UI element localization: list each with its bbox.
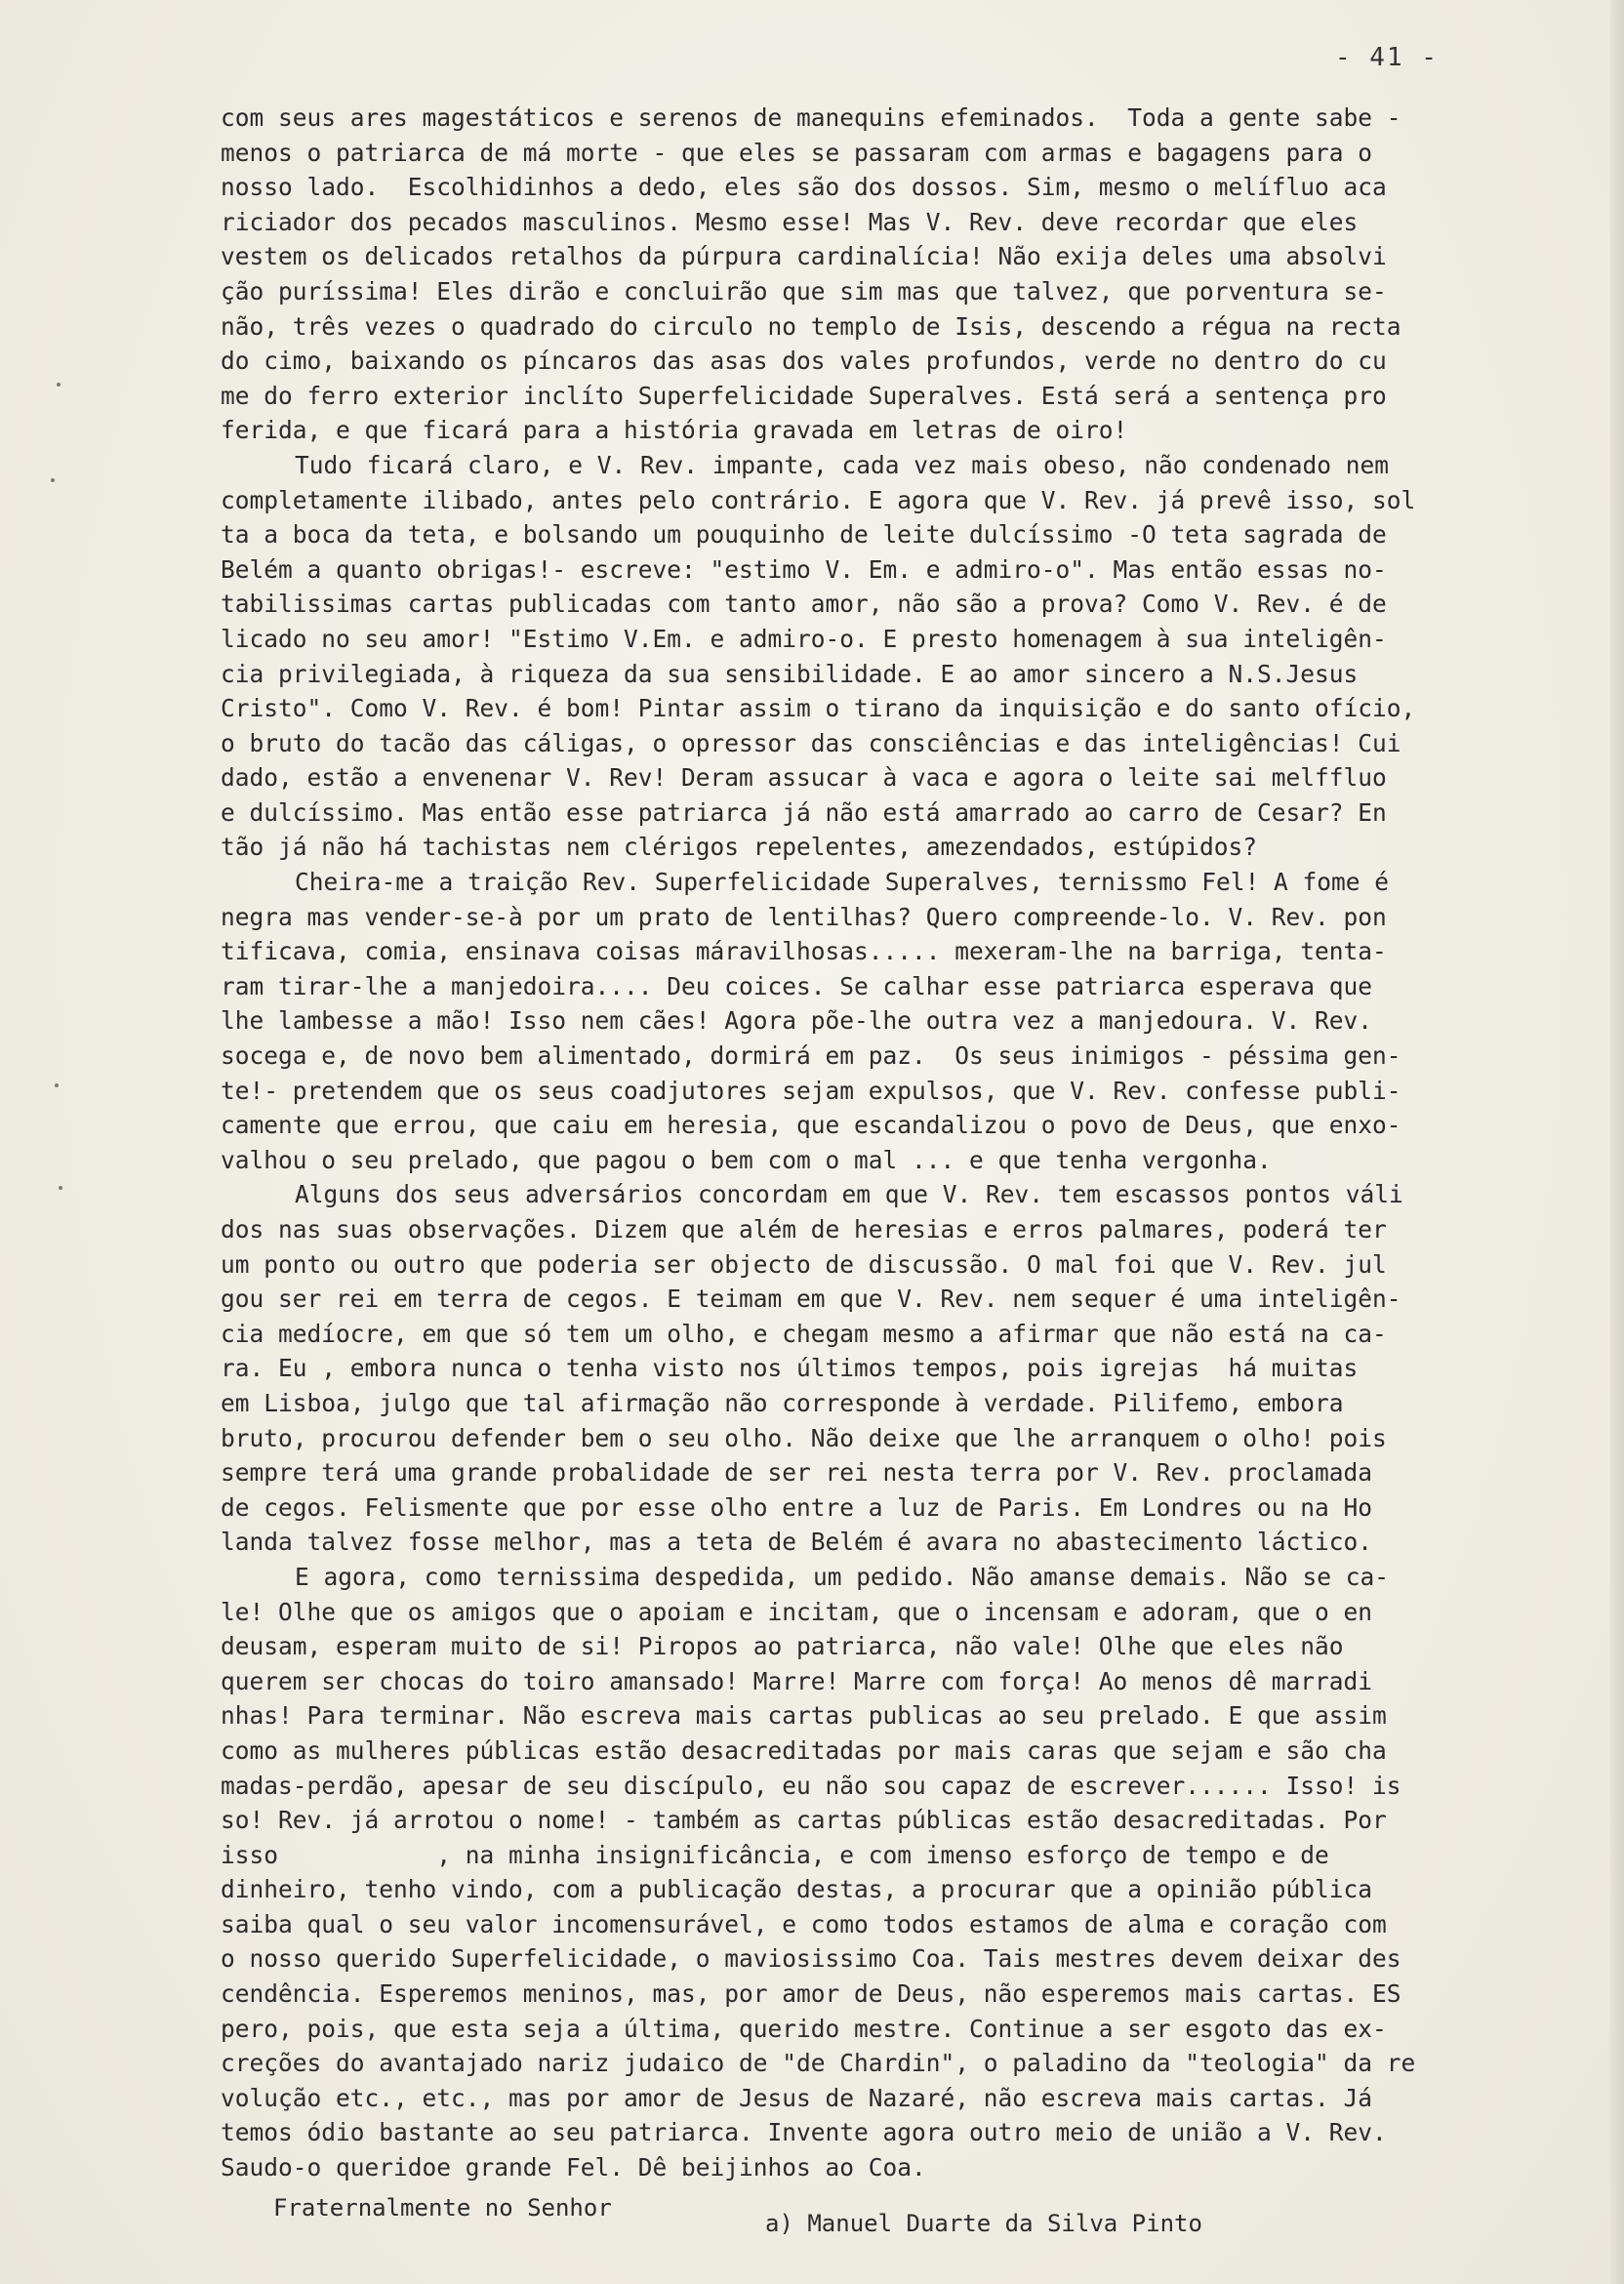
text-line: cia privilegiada, à riqueza da sua sensibilidade. E ao amor sincero a N.S.Jesus [221,659,1359,688]
paper-speck [55,1083,59,1087]
text-line: me do ferro exterior inclíto Superfelicidade Superalves. Está será a sentença pro [221,381,1387,410]
page-number: - 41 - [1335,43,1439,72]
text-line: isso , na minha insignificância, e com imenso esforço de tempo e de [221,1840,1329,1869]
text-line: um ponto ou outro que poderia ser objecto de discussão. O mal foi que V. Rev. jul [221,1249,1387,1279]
text-line: nosso lado. Escolhidinhos a dedo, eles são dos dossos. Sim, mesmo o melífluo aca [221,173,1387,202]
text-line: negra mas vender-se-à por um prato de lentilhas? Quero compreende-lo. V. Rev. pon [221,902,1387,931]
text-line: dos nas suas observações. Dizem que além de heresias e erros palmares, poderá ter [221,1215,1387,1244]
text-line: temos ódio bastante ao seu patriarca. Invente agora outro meio de união a V. Rev. [221,2118,1387,2147]
text-line: madas-perdão, apesar de seu discípulo, eu não sou capaz de escrever...... Isso! is [221,1771,1401,1800]
text-line: Alguns dos seus adversários concordam em que V. Rev. tem escassos pontos váli [295,1180,1403,1209]
text-line: Belém a quanto obrigas!- escreve: "estimo V. Em. e admiro-o". Mas então essas no- [221,554,1387,584]
text-line: deusam, esperam muito de si! Piropos ao patriarca, não vale! Olhe que eles não [221,1632,1344,1661]
text-line: cia medíocre, em que só tem um olho, e chegam mesmo a afirmar que não está na ca- [221,1319,1387,1348]
text-line: gou ser rei em terra de cegos. E teimam em que V. Rev. nem sequer é uma inteligên- [221,1285,1401,1314]
text-line: vestem os delicados retalhos da púrpura cardinalícia! Não exija deles uma absolvi [221,242,1387,271]
text-line: lhe lambesse a mão! Isso nem cães! Agora põe-lhe outra vez a manjedoura. V. Rev. [221,1006,1373,1036]
text-line: tabilissimas cartas publicadas com tanto amor, não são a prova? Como V. Rev. é de [221,590,1387,619]
text-line: socega e, de novo bem alimentado, dormirá em paz. Os seus inimigos - péssima gen- [221,1041,1401,1071]
text-line: Saudo-o queridoe grande Fel. Dê beijinhos ao Coa. [221,2153,926,2182]
text-line: Tudo ficará claro, e V. Rev. impante, cada vez mais obeso, não condenado nem [295,450,1390,479]
text-line: ção puríssima! Eles dirão e concluirão que sim mas que talvez, que porventura se- [221,276,1387,306]
text-line: camente que errou, que caiu em heresia, que escandalizou o povo de Deus, que enxo- [221,1111,1401,1140]
paper-speck [57,383,61,387]
text-line: tificava, comia, ensinava coisas máravilhosas..... mexeram-lhe na barriga, tenta- [221,937,1387,966]
text-line: o nosso querido Superfelicidade, o maviosissimo Coa. Tais mestres devem deixar des [221,1944,1401,1974]
closing-salutation: Fraternalmente no Senhor [273,2194,612,2222]
text-line: dinheiro, tenho vindo, com a publicação destas, a procurar que a opinião pública [221,1875,1373,1904]
text-line: E agora, como ternissima despedida, um pedido. Não amanse demais. Não se ca- [295,1562,1390,1591]
text-line: Cristo". Como V. Rev. é bom! Pintar assim o tirano da inquisição e do santo ofício, [221,694,1416,723]
text-line: pero, pois, que esta seja a última, querido mestre. Continue a ser esgoto das ex- [221,2014,1387,2043]
text-line: de cegos. Felismente que por esse olho entre a luz de Paris. Em Londres ou na Ho [221,1492,1373,1522]
text-line: não, três vezes o quadrado do circulo no templo de Isis, descendo a régua na recta [221,311,1401,341]
letter-body [221,101,1489,2185]
text-line: Cheira-me a traição Rev. Superfelicidade Superalves, ternissmo Fel! A fome é [295,868,1390,897]
text-line: como as mulheres públicas estão desacreditadas por mais caras que sejam e são cha [221,1735,1387,1765]
text-line: ram tirar-lhe a manjedoira.... Deu coices. Se calhar esse patriarca esperava que [221,971,1373,1000]
text-line: le! Olhe que os amigos que o apoiam e incitam, que o incensam e adoram, que o en [221,1597,1373,1626]
paper-speck [59,1186,62,1190]
text-line: com seus ares magestáticos e serenos de manequins efeminados. Toda a gente sabe - [221,103,1401,132]
text-line: do cimo, baixando os píncaros das asas dos vales profundos, verde no dentro do cu [221,347,1387,376]
text-line: bruto, procurou defender bem o seu olho. Não deixe que lhe arranquem o olho! pois [221,1423,1387,1452]
text-line: valhou o seu prelado, que pagou o bem com o mal ... e que tenha vergonha. [221,1145,1272,1174]
text-line: ra. Eu , embora nunca o tenha visto nos últimos tempos, pois igrejas há muitas [221,1354,1359,1383]
text-line: menos o patriarca de má morte - que eles se passaram com armas e bagagens para o [221,138,1373,167]
text-line: volução etc., etc., mas por amor de Jesus de Nazaré, não escreva mais cartas. Já [221,2083,1373,2112]
text-line: ta a boca da teta, e bolsando um pouquinho de leite dulcíssimo -O teta sagrada de [221,520,1387,550]
text-line: completamente ilibado, antes pelo contrário. E agora que V. Rev. já prevê isso, sol [221,485,1416,514]
page-edge [1610,0,1624,2284]
text-line: dado, estão a envenenar V. Rev! Deram assucar à vaca e agora o leite sai melffluo [221,763,1387,793]
text-line: creções do avantajado nariz judaico de "de Chardin", o paladino da "teologia" da re [221,2049,1416,2078]
text-line: cendência. Esperemos meninos, mas, por amor de Deus, não esperemos mais cartas. ES [221,1979,1401,2009]
signature-line: a) Manuel Duarte da Silva Pinto [765,2210,1202,2237]
text-line: te!- pretendem que os seus coadjutores sejam expulsos, que V. Rev. confesse publi- [221,1076,1401,1105]
text-line: licado no seu amor! "Estimo V.Em. e admiro-o. E presto homenagem à sua inteligên- [221,624,1387,653]
text-line: landa talvez fosse melhor, mas a teta de Belém é avara no abastecimento láctico. [221,1528,1373,1557]
paper-speck [51,478,55,482]
text-line: o bruto do tacão das cáligas, o opressor das consciências e das inteligências! Cui [221,728,1401,757]
text-line: sempre terá uma grande probalidade de ser rei nesta terra por V. Rev. proclamada [221,1458,1373,1488]
text-line: ferida, e que ficará para a história gravada em letras de oiro! [221,416,1128,445]
text-line: querem ser chocas do toiro amansado! Marre! Marre com força! Ao menos dê marradi [221,1666,1373,1695]
text-line: nhas! Para terminar. Não escreva mais cartas publicas ao seu prelado. E que assim [221,1701,1387,1731]
text-line: riciador dos pecados masculinos. Mesmo esse! Mas V. Rev. deve recordar que eles [221,207,1359,236]
text-line: so! Rev. já arrotou o nome! - também as cartas públicas estão desacreditadas. Por [221,1806,1387,1835]
text-line: em Lisboa, julgo que tal afirmação não corresponde à verdade. Pilifemo, embora [221,1388,1344,1417]
text-line: saiba qual o seu valor incomensurável, e como todos estamos de alma e coração com [221,1909,1387,1938]
text-line: e dulcíssimo. Mas então esse patriarca já não está amarrado ao carro de Cesar? En [221,797,1387,827]
text-line: tão já não há tachistas nem clérigos repelentes, amezendados, estúpidos? [221,833,1258,862]
